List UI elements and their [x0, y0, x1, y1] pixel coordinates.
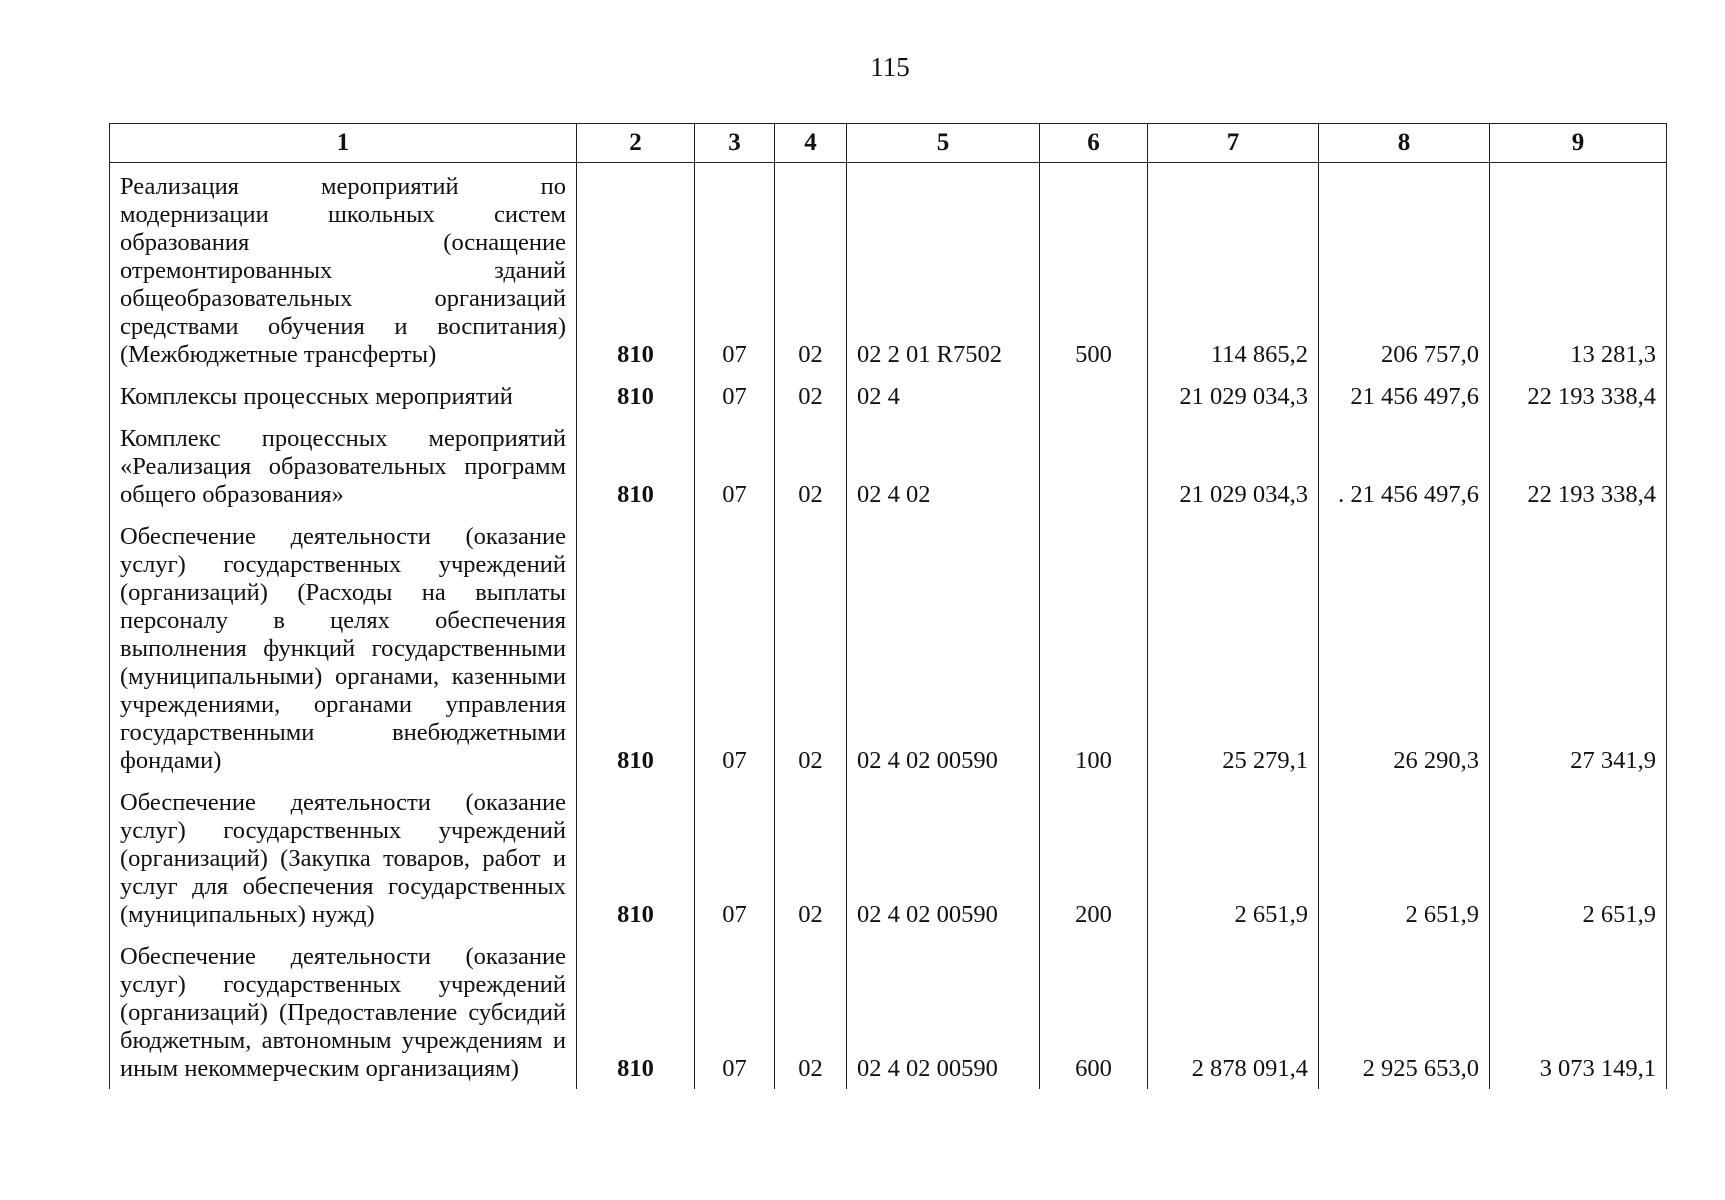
grbs-code: 810 [577, 933, 695, 1089]
section-code: 07 [695, 779, 775, 933]
amount-year-1: 21 029 034,3 [1148, 415, 1319, 513]
amount-year-3: 2 651,9 [1490, 779, 1667, 933]
subsection-code: 02 [775, 163, 847, 374]
subsection-code: 02 [775, 779, 847, 933]
amount-year-2: 21 456 497,6 [1319, 373, 1490, 415]
grbs-code: 810 [577, 163, 695, 374]
target-article-code: 02 4 02 00590 [847, 779, 1040, 933]
table-row [110, 933, 1667, 1089]
table-row [110, 373, 1667, 415]
subsection-code: 02 [775, 415, 847, 513]
target-article-code: 02 4 02 [847, 415, 1040, 513]
amount-year-2: 2 925 653,0 [1319, 933, 1490, 1089]
subsection-code: 02 [775, 373, 847, 415]
grbs-code: 810 [577, 415, 695, 513]
amount-year-2: 2 651,9 [1319, 779, 1490, 933]
grbs-code: 810 [577, 513, 695, 779]
section-code: 07 [695, 373, 775, 415]
column-header: 9 [1490, 124, 1667, 163]
grbs-code: 810 [577, 779, 695, 933]
expense-type-code: 500 [1040, 163, 1148, 374]
target-article-code: 02 4 [847, 373, 1040, 415]
column-header: 5 [847, 124, 1040, 163]
amount-year-2: . 21 456 497,6 [1319, 415, 1490, 513]
amount-year-2: 206 757,0 [1319, 163, 1490, 374]
amount-year-3: 13 281,3 [1490, 163, 1667, 374]
header-row [110, 124, 1667, 163]
section-code: 07 [695, 415, 775, 513]
table-row [110, 415, 1667, 513]
expense-name: Обеспечение деятельности (оказание услуг) государственных учреждений (организаций) (Закупка товаров, работ и услуг для обеспечения государственных (муниципальных) нужд) [110, 779, 577, 933]
expense-type-code [1040, 373, 1148, 415]
target-article-code: 02 2 01 R7502 [847, 163, 1040, 374]
expense-name: Обеспечение деятельности (оказание услуг) государственных учреждений (организаций) (Предоставление субсидий бюджетным, автономным учреждениям и иным некоммерческим организациям) [110, 933, 577, 1089]
page-number: 115 [870, 52, 910, 82]
expense-name: Комплекс процессных мероприятий «Реализация образовательных программ общего образования» [110, 415, 577, 513]
section-code: 07 [695, 933, 775, 1089]
subsection-code: 02 [775, 513, 847, 779]
section-code: 07 [695, 513, 775, 779]
column-header: 4 [775, 124, 847, 163]
column-header: 2 [577, 124, 695, 163]
expense-name: Реализация мероприятий по модернизации школьных систем образования (оснащение отремонтированных зданий общеобразовательных организаций средствами обучения и воспитания) (Межбюджетные трансферты) [110, 163, 577, 374]
expense-type-code: 600 [1040, 933, 1148, 1089]
column-header: 7 [1148, 124, 1319, 163]
expense-type-code: 100 [1040, 513, 1148, 779]
amount-year-3: 27 341,9 [1490, 513, 1667, 779]
expense-name: Обеспечение деятельности (оказание услуг) государственных учреждений (организаций) (Расходы на выплаты персоналу в целях обеспечения выполнения функций государственными (муниципальными) органами, казенными учреждениями, органами управления государственными внебюджетными фондами) [110, 513, 577, 779]
expense-type-code [1040, 415, 1148, 513]
column-header: 3 [695, 124, 775, 163]
amount-year-3: 22 193 338,4 [1490, 415, 1667, 513]
amount-year-3: 3 073 149,1 [1490, 933, 1667, 1089]
expense-type-code: 200 [1040, 779, 1148, 933]
section-code: 07 [695, 163, 775, 374]
target-article-code: 02 4 02 00590 [847, 513, 1040, 779]
column-header: 1 [110, 124, 577, 163]
amount-year-1: 25 279,1 [1148, 513, 1319, 779]
grbs-code: 810 [577, 373, 695, 415]
budget-table [109, 123, 1667, 1089]
expense-name: Комплексы процессных мероприятий [110, 373, 577, 415]
amount-year-2: 26 290,3 [1319, 513, 1490, 779]
amount-year-3: 22 193 338,4 [1490, 373, 1667, 415]
table-row [110, 779, 1667, 933]
table-row [110, 163, 1667, 374]
amount-year-1: 114 865,2 [1148, 163, 1319, 374]
column-header: 8 [1319, 124, 1490, 163]
amount-year-1: 21 029 034,3 [1148, 373, 1319, 415]
amount-year-1: 2 878 091,4 [1148, 933, 1319, 1089]
table-row [110, 513, 1667, 779]
column-header: 6 [1040, 124, 1148, 163]
subsection-code: 02 [775, 933, 847, 1089]
target-article-code: 02 4 02 00590 [847, 933, 1040, 1089]
amount-year-1: 2 651,9 [1148, 779, 1319, 933]
